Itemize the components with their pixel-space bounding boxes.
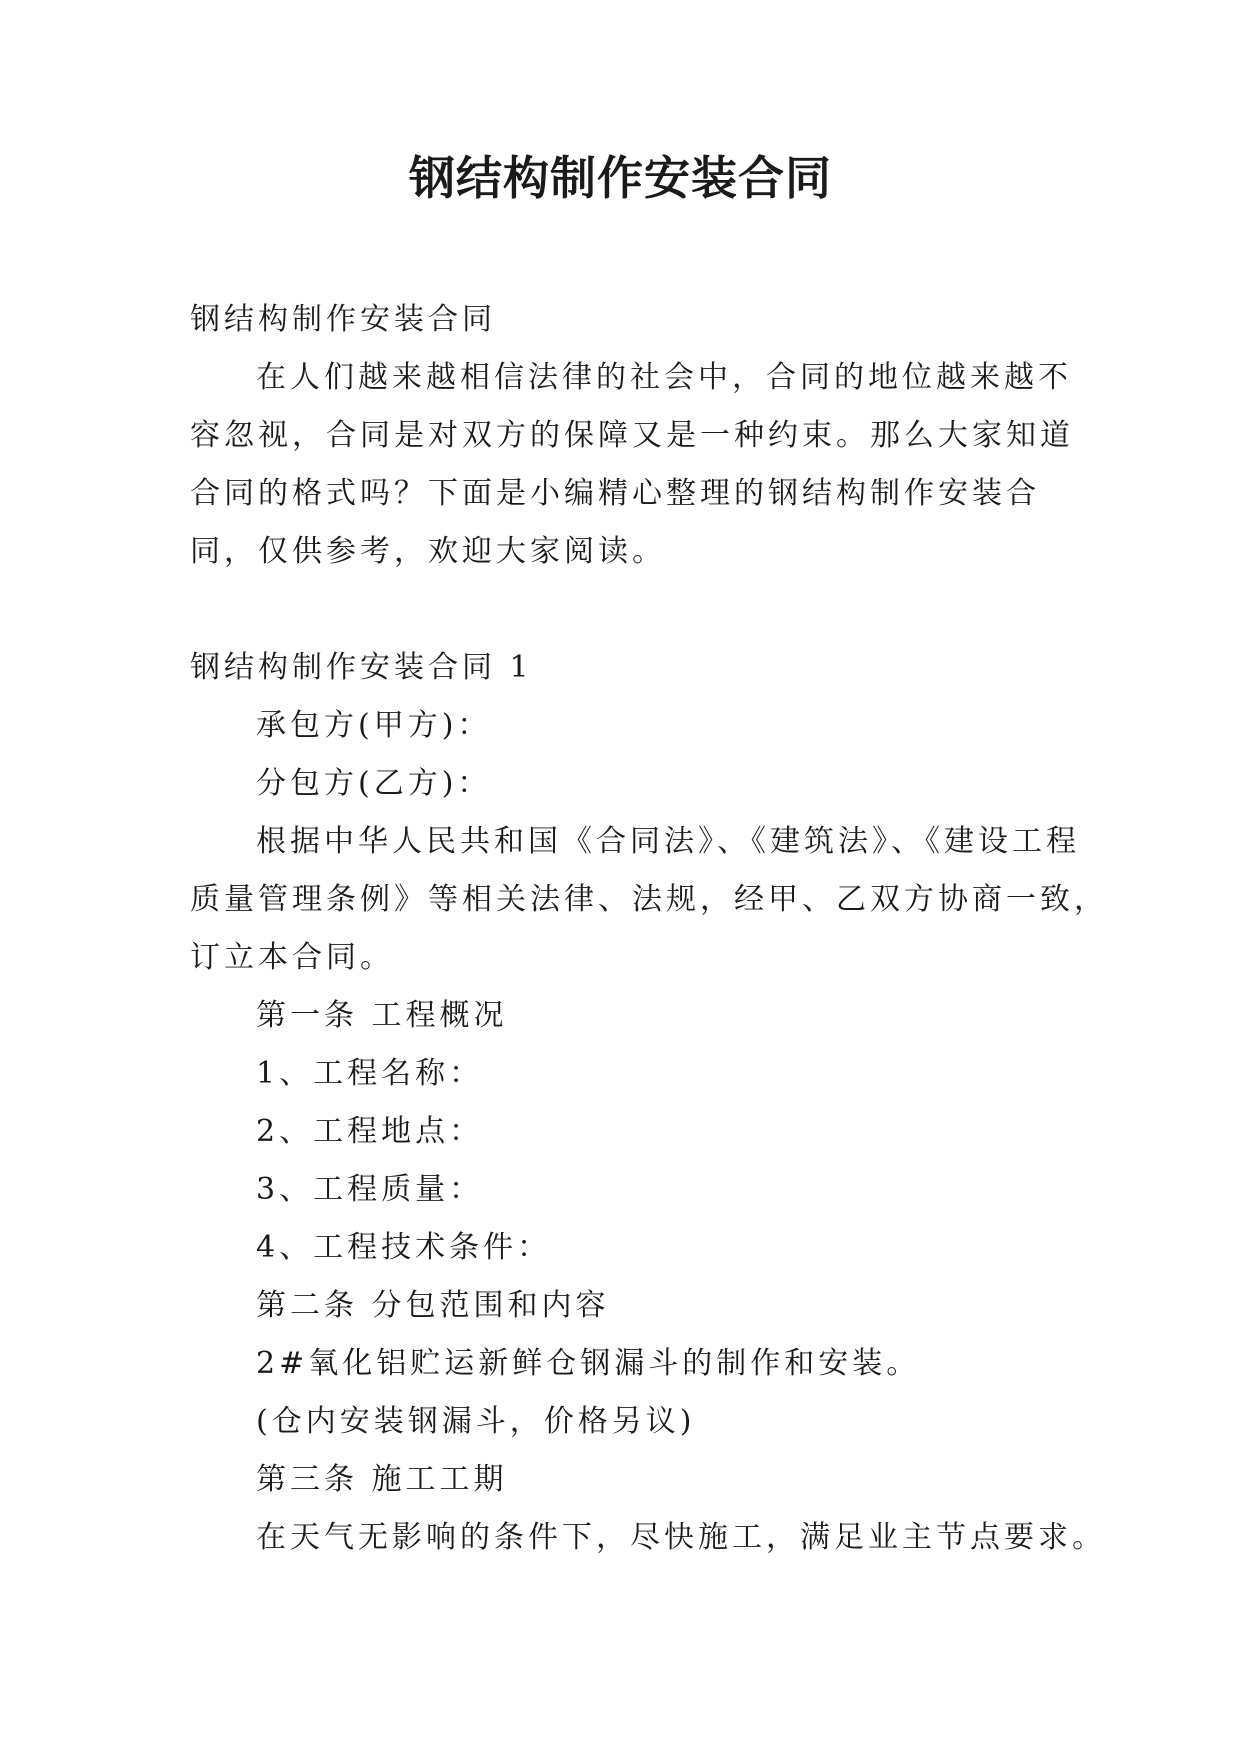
party-b-field: 分包方(乙方)： bbox=[256, 766, 492, 801]
section-heading: 钢结构制作安装合同 1 bbox=[190, 650, 533, 685]
article-3-title: 第三条 施工工期 bbox=[256, 1462, 508, 1497]
intro-line-2: 容忽视，合同是对双方的保障又是一种约束。那么大家知道 bbox=[190, 418, 1074, 453]
paragraph-gap bbox=[190, 581, 1052, 639]
article-2-title: 第二条 分包范围和内容 bbox=[256, 1288, 610, 1323]
document-subtitle: 钢结构制作安装合同 bbox=[190, 302, 496, 337]
basis-line-1: 根据中华人民共和国《合同法》、《建筑法》、《建设工程 bbox=[256, 824, 1080, 859]
basis-line-2: 质量管理条例》等相关法律、法规，经甲、乙双方协商一致， bbox=[190, 882, 1108, 917]
intro-line-3: 合同的格式吗？下面是小编精心整理的钢结构制作安装合 bbox=[190, 476, 1040, 511]
party-a-field: 承包方(甲方)： bbox=[256, 708, 492, 743]
document-body bbox=[190, 291, 1108, 1567]
article-2-line: 2#氧化铝贮运新鲜仓钢漏斗的制作和安装。 bbox=[256, 1346, 921, 1381]
article-1-item: 1、工程名称： bbox=[256, 1056, 484, 1091]
intro-line-4: 同，仅供参考，欢迎大家阅读。 bbox=[190, 534, 666, 569]
basis-line-3: 订立本合同。 bbox=[190, 940, 394, 975]
article-3-line: 在天气无影响的条件下，尽快施工，满足业主节点要求。 bbox=[256, 1520, 1106, 1555]
article-2-line: (仓内安装钢漏斗，价格另议) bbox=[256, 1404, 696, 1439]
article-1-item: 3、工程质量： bbox=[256, 1172, 484, 1207]
document-title: 钢结构制作安装合同 bbox=[409, 151, 832, 205]
article-1-item: 2、工程地点： bbox=[256, 1114, 484, 1149]
article-1-title: 第一条 工程概况 bbox=[256, 998, 508, 1033]
article-1-item: 4、工程技术条件： bbox=[256, 1230, 552, 1265]
intro-line-1: 在人们越来越相信法律的社会中，合同的地位越来越不 bbox=[256, 360, 1072, 395]
